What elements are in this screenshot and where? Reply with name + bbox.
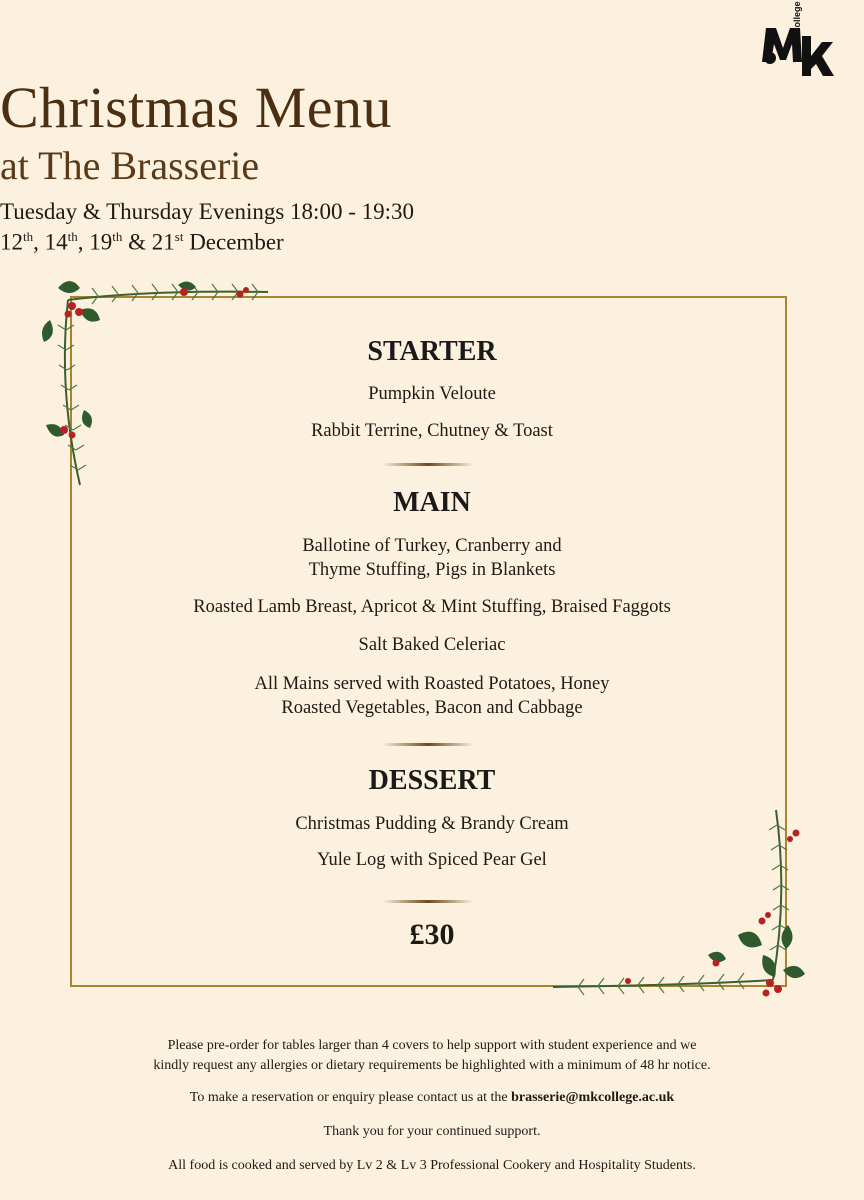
main-item: Ballotine of Turkey, Cranberry and [302,536,562,556]
section-divider [382,463,474,466]
section-divider [382,743,474,746]
preorder-note-line1: Please pre-order for tables larger than 4 covers to help support with student experience and we [167,1038,697,1053]
service-days: Tuesday & Thursday Evenings 18:00 - 19:30 [0,199,414,224]
main-heading: MAIN [393,487,471,518]
thanks-note: Thank you for your continued support. [323,1124,541,1139]
menu-price: £30 [409,918,455,951]
college-logo [756,1,836,80]
menu-title: Christmas Menu [0,75,393,140]
contact-email[interactable]: brasserie@mkcollege.ac.uk [511,1090,675,1105]
main-item: Roasted Lamb Breast, Apricot & Mint Stuffing, Braised Faggots [193,597,671,617]
starter-item: Rabbit Terrine, Chutney & Toast [311,421,553,441]
students-note: All food is cooked and served by Lv 2 & Lv 3 Professional Cookery and Hospitality Students. [168,1158,696,1173]
starter-heading: STARTER [367,336,497,367]
main-item: Thyme Stuffing, Pigs in Blankets [308,560,556,580]
main-item: All Mains served with Roasted Potatoes, Honey [254,674,610,694]
logo-subtext: College [792,1,802,34]
starter-item: Pumpkin Veloute [368,384,496,404]
main-item: Roasted Vegetables, Bacon and Cabbage [281,698,583,718]
dessert-heading: DESSERT [368,765,496,796]
preorder-note-line2: kindly request any allergies or dietary requirements be highlighted with a minimum of 48 hr notice. [153,1058,711,1073]
reservation-note [0,1088,864,1108]
reservation-text: To make a reservation or enquiry please contact us at the [189,1090,512,1105]
section-divider [382,900,474,903]
main-item: Salt Baked Celeriac [358,635,506,655]
service-dates: 12th, 14th, 19th & 21st December [0,229,284,255]
menu-subtitle: at The Brasserie [0,143,260,188]
dessert-item: Yule Log with Spiced Pear Gel [317,850,547,870]
dessert-item: Christmas Pudding & Brandy Cream [295,814,569,834]
